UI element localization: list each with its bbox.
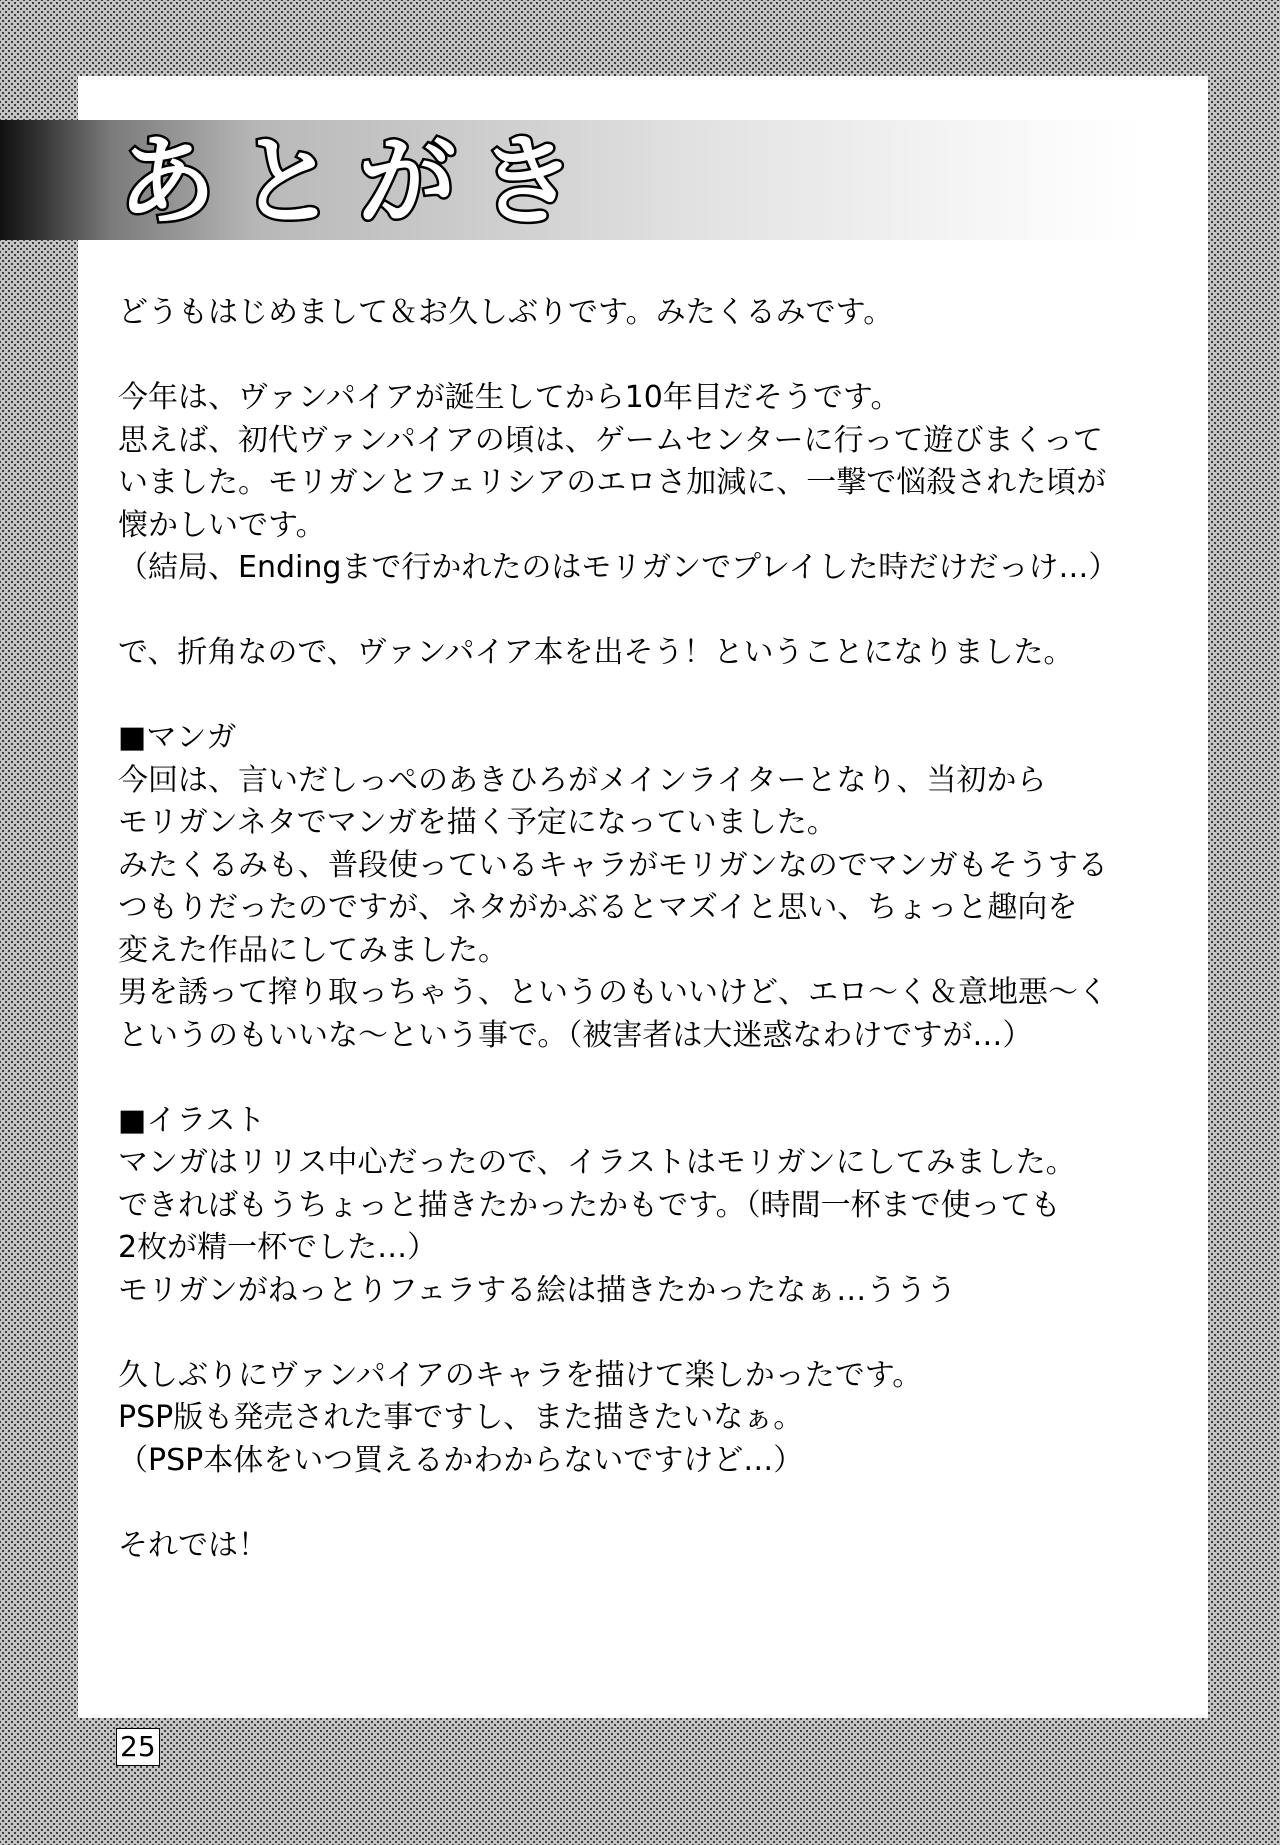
paragraph-gap (118, 1057, 1198, 1100)
text-line: 変えた作品にしてみました。 (118, 932, 508, 968)
page-title: あとがき (118, 125, 599, 239)
text-line: どうもはじめまして＆お久しぶりです。みたくるみです。 (118, 295, 894, 330)
text-line: ■マンガ (118, 720, 237, 755)
paragraph-gap (118, 675, 1198, 718)
paragraph-gap (118, 1482, 1198, 1525)
afterword-body (118, 292, 1198, 1567)
text-line: （PSP本体をいつ買えるかわからないですけど…） (118, 1442, 804, 1478)
text-line: 今回は、言いだしっぺのあきひろがメインライターとなり、当初から (118, 762, 1047, 798)
text-line: マンガはリリス中心だったので、イラストはモリガンにしてみました。 (118, 1145, 1076, 1180)
text-line: 今年は、ヴァンパイアが誕生してから10年目だそうです。 (118, 380, 901, 415)
text-line: 思えば、初代ヴァンパイアの頃は、ゲームセンターに行って遊びまくって (118, 422, 1103, 458)
text-line: それでは！ (118, 1527, 268, 1563)
text-line: モリガンがねっとりフェラする絵は描きたかったなぁ…ううう (118, 1272, 957, 1308)
text-line: モリガンネタでマンガを描く予定になっていました。 (118, 805, 837, 840)
text-line: で、折角なので、ヴァンパイア本を出そう！ということになりました。 (118, 635, 1074, 670)
text-line: できればもうちょっと描きたかったかもです。（時間一杯まで使っても (118, 1187, 1061, 1223)
text-line: 懐かしいです。 (118, 507, 326, 543)
text-line: いました。モリガンとフェリシアのエロさ加減に、一撃で悩殺された頃が (118, 465, 1107, 500)
text-line: （結局、Endingまで行かれたのはモリガンでプレイした時だけだっけ…） (118, 550, 1119, 585)
text-line: 久しぶりにヴァンパイアのキャラを描けて楽しかったです。 (118, 1357, 923, 1393)
text-line: 男を誘って搾り取っちゃう、というのもいいけど、エロ～く＆意地悪～く (118, 975, 1108, 1010)
text-line: PSP版も発売された事ですし、また描きたいなぁ。 (118, 1400, 804, 1435)
text-line: というのもいいな～という事で。（被害者は大迷惑なわけですが…） (118, 1017, 1033, 1053)
paragraph-gap (118, 1312, 1198, 1355)
paragraph-gap (118, 590, 1198, 633)
page-number: 25 (116, 1728, 160, 1766)
text-line: みたくるみも、普段使っているキャラがモリガンなのでマンガもそうする (118, 847, 1108, 883)
text-line: ■イラスト (118, 1102, 266, 1138)
paragraph-gap (118, 335, 1198, 378)
text-line: 2枚が精一杯でした…） (118, 1230, 438, 1265)
text-line: つもりだったのですが、ネタがかぶるとマズイと思い、ちょっと趣向を (118, 890, 1078, 925)
